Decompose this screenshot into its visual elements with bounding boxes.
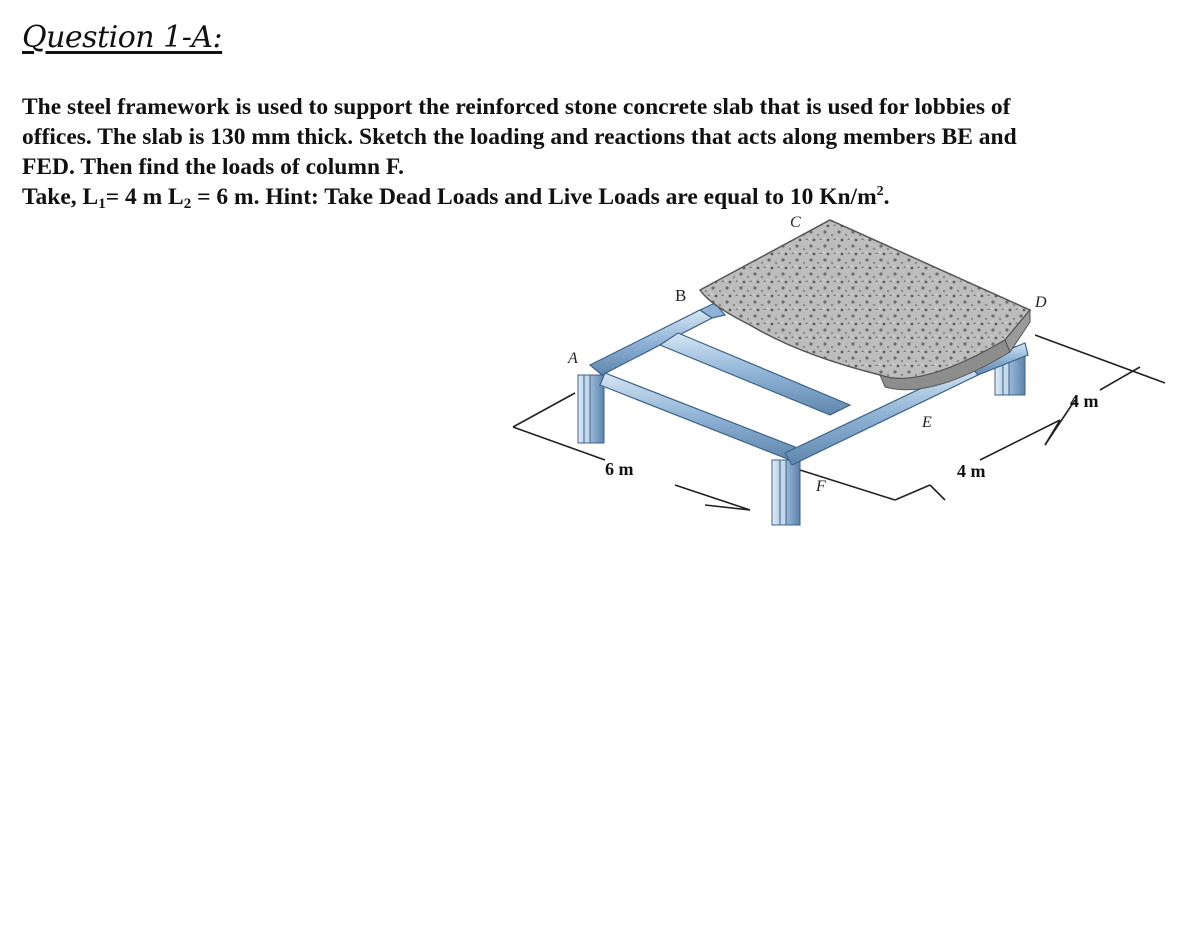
- question-heading: Question 1-A:: [22, 20, 223, 55]
- given-l2-value: = 6 m. Hint: Take Dead Loads and Live Loads are equal to 10 Kn/m: [191, 184, 877, 210]
- point-label-f: F: [816, 478, 826, 495]
- paragraph-line-1: The steel framework is used to support the reinforced stone concrete slab that is used for lobbies of: [22, 94, 1011, 120]
- point-label-b: B: [675, 286, 687, 305]
- point-label-e: E: [922, 414, 932, 431]
- question-body: [22, 92, 1172, 212]
- dimension-label-front-span: 4 m: [957, 461, 986, 481]
- point-label-a: A: [568, 350, 578, 367]
- l2-subscript: 2: [183, 196, 192, 212]
- unit-superscript: 2: [876, 184, 884, 199]
- l1-subscript: 1: [98, 196, 106, 212]
- paragraph-line-3: FED. Then find the loads of column F.: [22, 154, 404, 180]
- steel-framework-figure: [500, 215, 1180, 535]
- point-label-c: C: [790, 215, 801, 231]
- given-suffix: .: [883, 184, 890, 210]
- given-prefix: Take, L: [22, 184, 99, 210]
- given-line: [22, 182, 1172, 212]
- dimension-label-left-span: 6 m: [605, 459, 634, 479]
- paragraph-line-2: offices. The slab is 130 mm thick. Sketch the loading and reactions that acts along members BE and: [22, 124, 1017, 150]
- point-label-d: D: [1035, 294, 1047, 311]
- given-l1-value: = 4 m L: [105, 184, 184, 210]
- dimension-label-right-span: 4 m: [1070, 391, 1099, 411]
